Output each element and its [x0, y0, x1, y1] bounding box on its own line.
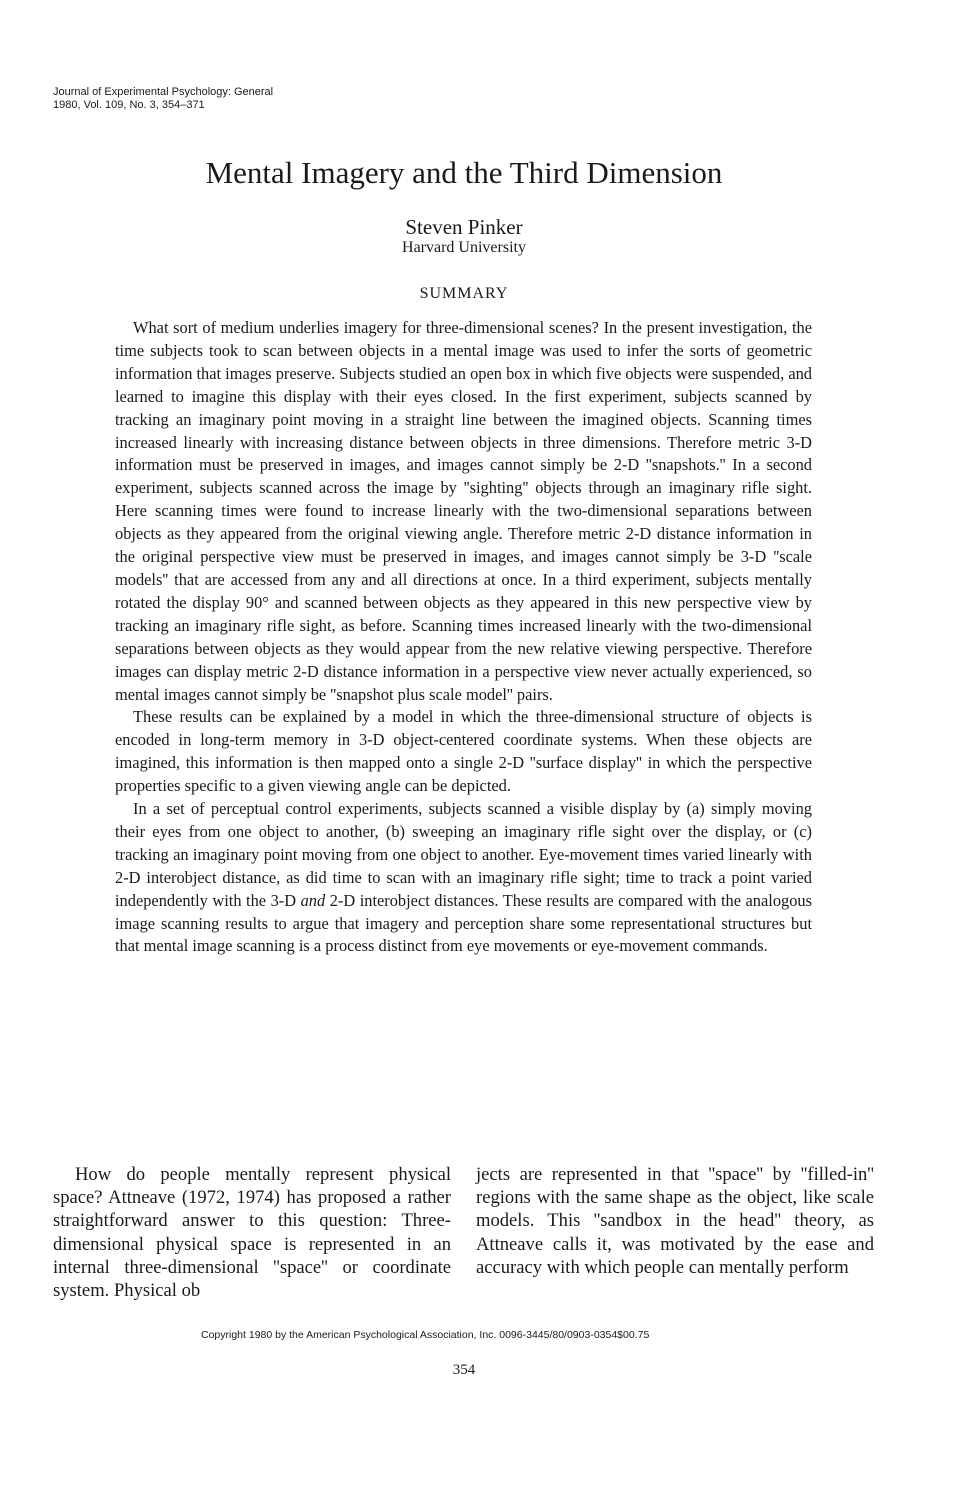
- summary-text-segment: 2-D interobject distances. These results are compared with the analogous image scanning results to argue that imagery and perception share some representational structures but that mental image scanning is a process distinct from eye movements or eye-movement commands.: [115, 890, 812, 956]
- article-title: Mental Imagery and the Third Dimension: [205, 155, 723, 190]
- journal-header: [53, 86, 273, 111]
- copyright-notice: Copyright 1980 by the American Psychological Association, Inc. 0096-3445/80/0903-0354$00.75: [201, 1329, 650, 1341]
- summary-text-segment: In a set of perceptual control experiments, subjects scanned a visible display by (a) simply moving their eyes from one object to another, (b) sweeping an imaginary rifle sight over the display, or (c) tracking an imaginary point moving from one object to another. Eye-movement times varied linearly with 2-D interobject distance, as did time to scan with an imaginary rifle sight; time to track a point varied independently with the 3-D: [115, 799, 812, 910]
- body-column-right: [476, 1163, 874, 1279]
- body-column-left: [53, 1163, 451, 1302]
- journal-citation: 1980, Vol. 109, No. 3, 354–371: [53, 98, 205, 111]
- journal-name: Journal of Experimental Psychology: General: [53, 86, 274, 98]
- summary-paragraph-1: What sort of medium underlies imagery for three-dimensional scenes? In the present investigation, the time subjects took to scan between objects in a mental image was used to infer the sorts of geometric information that images preserve. Subjects studied an open box in which five objects were suspended, and learned to imagine this display with their eyes closed. In the first experiment, subjects scanned by tracking an imaginary point moving in a straight line between the imagined objects. Scanning times increased linearly with increasing distance between objects in three dimensions. Therefore metric 3-D information must be preserved in images, and images cannot simply be 2-D ''snapshots.'' In a second experiment, subjects scanned across the image by ''sighting'' objects through an imaginary rifle sight. Here scanning times were found to increase linearly with the two-dimensional separations between objects as they appeared from the original viewing angle. Therefore metric 2-D distance information in the original perspective view must be preserved in images, and images cannot simply be 3-D ''scale models'' that are accessed from any and all directions at once. In a third experiment, subjects mentally rotated the display 90° and scanned between objects as they appeared in this new perspective view by tracking an imaginary rifle sight, as before. Scanning times increased linearly with the two-dimensional separations between objects as they would appear from the new relative viewing perspective. Therefore images can display metric 2-D distance information in a perspective view never actually experienced, so mental images cannot simply be ''snapshot plus scale model'' pairs.: [115, 318, 812, 704]
- author-name: Steven Pinker: [405, 215, 523, 239]
- summary-paragraph-2: These results can be explained by a model in which the three-dimensional structure of objects is encoded in long-term memory in 3-D object-centered coordinate systems. When these objects are imagined, this information is then mapped onto a single 2-D ''surface display'' in which the perspective properties specific to a given viewing angle can be depicted.: [115, 707, 812, 796]
- page-number: 354: [452, 1362, 476, 1378]
- summary-abstract: [115, 317, 812, 958]
- summary-paragraph-3: [115, 798, 812, 958]
- body-paragraph-left: How do people mentally represent physical space? Attneave (1972, 1974) has proposed a rather straightforward answer to this question: Three-dimensional physical space is represented in an internal three-dimensional ''space'' or coordinate system. Physical ob: [53, 1164, 451, 1302]
- emphasis-and: and: [300, 890, 326, 910]
- summary-heading: SUMMARY: [419, 285, 509, 302]
- body-paragraph-right: jects are represented in that ''space'' by ''filled-in'' regions with the same shape as the object, like scale models. This ''sandbox in the head'' theory, as Attneave calls it, was motivated by the ease and accuracy with which people can mentally perform: [476, 1164, 874, 1278]
- author-affiliation: Harvard University: [402, 239, 526, 256]
